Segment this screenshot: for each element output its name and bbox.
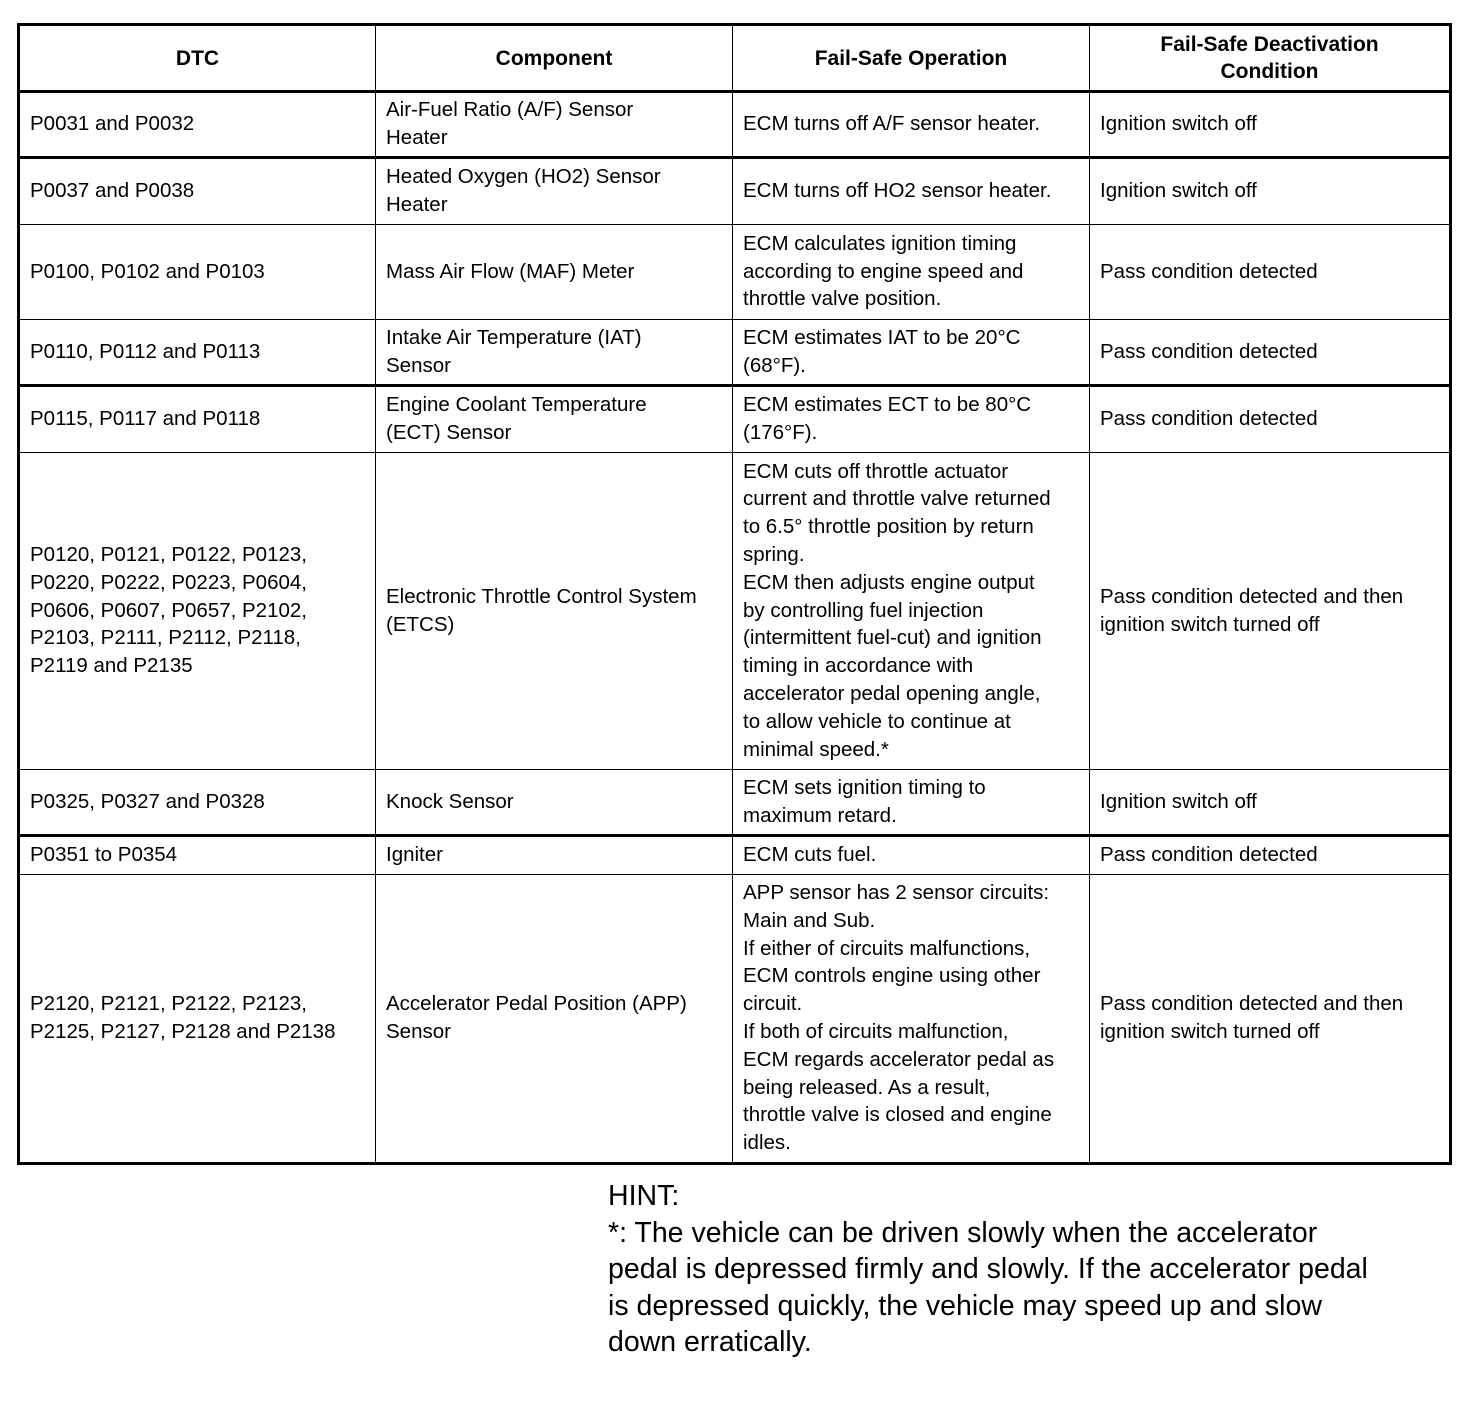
operation-cell: ECM sets ignition timing to maximum retard. (733, 770, 1090, 836)
deactivation-cell: Pass condition detected (1090, 386, 1451, 453)
dtc-cell: P0351 to P0354 (19, 836, 376, 875)
component-cell: Electronic Throttle Control System (ETCS) (376, 453, 733, 770)
table-row (19, 453, 1451, 770)
header-dtc: DTC (19, 25, 376, 92)
component-cell: Air-Fuel Ratio (A/F) Sensor Heater (376, 92, 733, 158)
header-deactivation-condition: Fail-Safe Deactivation Condition (1090, 25, 1451, 92)
operation-cell: ECM estimates IAT to be 20°C (68°F). (733, 320, 1090, 386)
deactivation-cell: Ignition switch off (1090, 92, 1451, 158)
dtc-cell: P0325, P0327 and P0328 (19, 770, 376, 836)
hint-title: HINT: (608, 1180, 680, 1212)
component-cell: Intake Air Temperature (IAT) Sensor (376, 320, 733, 386)
operation-cell: ECM calculates ignition timing according to engine speed and throttle valve position. (733, 225, 1090, 320)
deactivation-cell: Pass condition detected (1090, 320, 1451, 386)
table-row (19, 770, 1451, 836)
table-row (19, 386, 1451, 453)
component-cell: Engine Coolant Temperature (ECT) Sensor (376, 386, 733, 453)
component-cell: Accelerator Pedal Position (APP) Sensor (376, 875, 733, 1164)
table-row (19, 836, 1451, 875)
table-row (19, 158, 1451, 225)
header-fail-safe-operation: Fail-Safe Operation (733, 25, 1090, 92)
table-row (19, 225, 1451, 320)
operation-cell: ECM cuts fuel. (733, 836, 1090, 875)
dtc-cell: P0100, P0102 and P0103 (19, 225, 376, 320)
component-cell: Mass Air Flow (MAF) Meter (376, 225, 733, 320)
deactivation-cell: Pass condition detected (1090, 836, 1451, 875)
dtc-cell: P0115, P0117 and P0118 (19, 386, 376, 453)
deactivation-cell: Pass condition detected and then ignition switch turned off (1090, 453, 1451, 770)
operation-cell: APP sensor has 2 sensor circuits: Main and Sub. If either of circuits malfunctions, ECM controls engine using other circuit. If both of circuits malfunction, ECM regards accelerator pedal as being released. As a result, throttle valve is closed and engine idles. (733, 875, 1090, 1164)
operation-cell: ECM cuts off throttle actuator current and throttle valve returned to 6.5° throttle position by return spring. ECM then adjusts engine output by controlling fuel injection (intermittent fuel-cut) and ignition timing in accordance with accelerator pedal opening angle, to allow vehicle to continue at minimal speed.* (733, 453, 1090, 770)
deactivation-cell: Pass condition detected (1090, 225, 1451, 320)
deactivation-cell: Ignition switch off (1090, 770, 1451, 836)
dtc-cell: P0037 and P0038 (19, 158, 376, 225)
hint-block (608, 1178, 1448, 1361)
table-header-row (19, 25, 1451, 92)
failsafe-table (17, 23, 1452, 1165)
operation-cell: ECM estimates ECT to be 80°C (176°F). (733, 386, 1090, 453)
operation-cell: ECM turns off HO2 sensor heater. (733, 158, 1090, 225)
component-cell: Knock Sensor (376, 770, 733, 836)
operation-cell: ECM turns off A/F sensor heater. (733, 92, 1090, 158)
table-row (19, 92, 1451, 158)
component-cell: Igniter (376, 836, 733, 875)
component-cell: Heated Oxygen (HO2) Sensor Heater (376, 158, 733, 225)
dtc-cell: P2120, P2121, P2122, P2123, P2125, P2127, P2128 and P2138 (19, 875, 376, 1164)
dtc-cell: P0120, P0121, P0122, P0123, P0220, P0222, P0223, P0604, P0606, P0607, P0657, P2102, P2103, P2111, P2112, P2118, P2119 and P2135 (19, 453, 376, 770)
table-row (19, 320, 1451, 386)
dtc-cell: P0031 and P0032 (19, 92, 376, 158)
deactivation-cell: Ignition switch off (1090, 158, 1451, 225)
table-row (19, 875, 1451, 1164)
dtc-cell: P0110, P0112 and P0113 (19, 320, 376, 386)
deactivation-cell: Pass condition detected and then ignition switch turned off (1090, 875, 1451, 1164)
header-component: Component (376, 25, 733, 92)
hint-text: *: The vehicle can be driven slowly when the accelerator pedal is depressed firmly and slowly. If the accelerator pedal is depressed quickly, the vehicle may speed up and slow down erratically. (608, 1216, 1368, 1358)
